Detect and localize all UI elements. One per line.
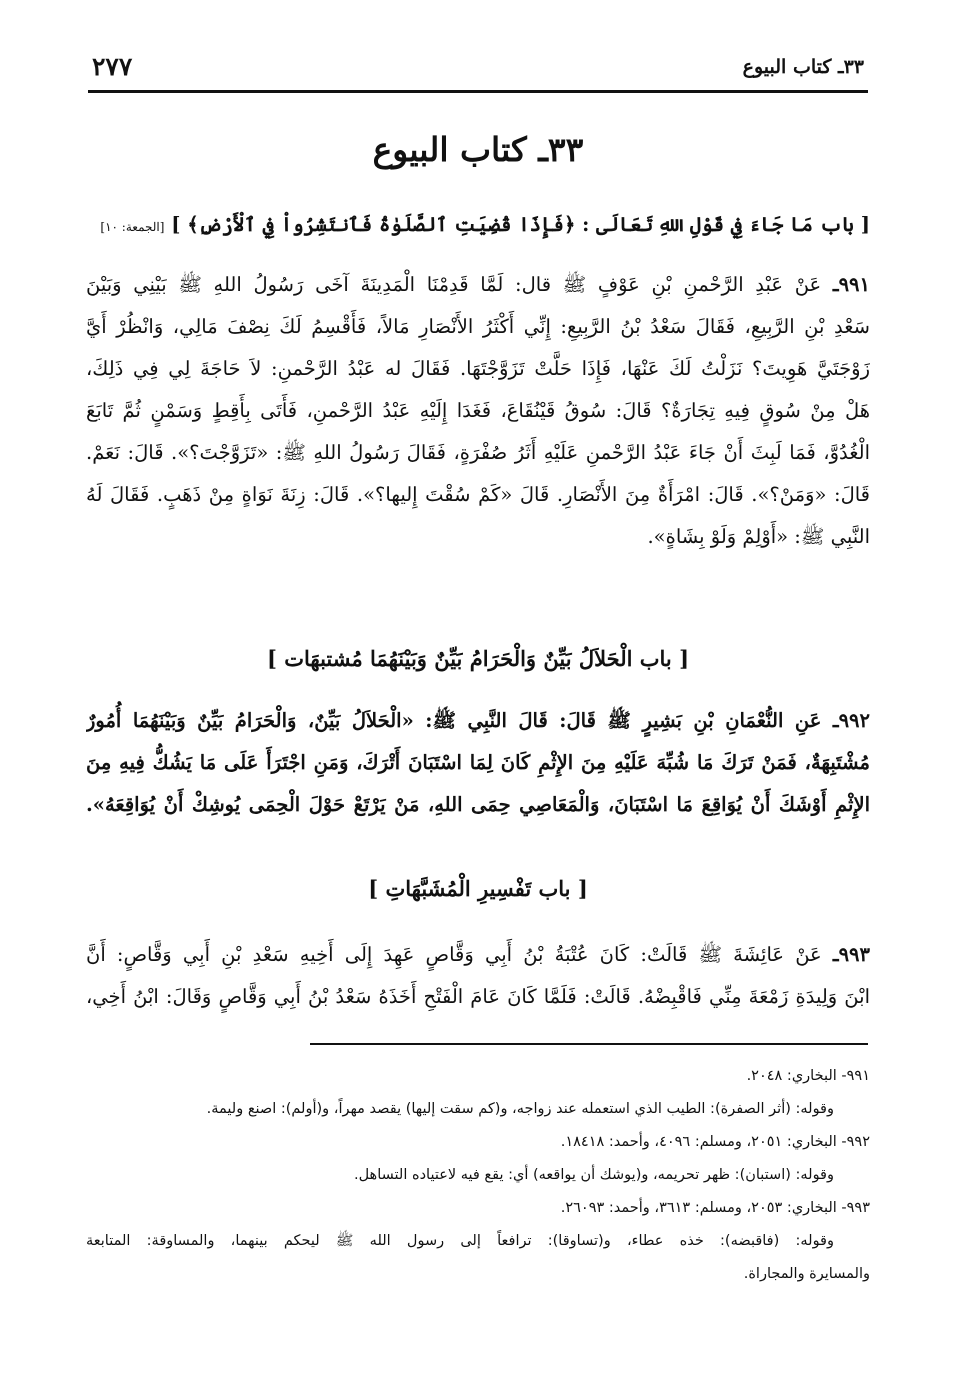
running-head-chapter: ٣٣ـ كتاب البيوع [742, 56, 864, 78]
hadith-992-line: الإِثْمِ أَوْشَكَ أَنْ يُوَاقِعَ مَا اسْتَبَانَ، وَالْمَعَاصِي حِمَى اللهِ، مَنْ يَرْتَعْ حَوْلَ الْحِمَى يُوشِكْ أَنْ يُوَاقِعَهُ». [86, 793, 870, 816]
hadith-991-line [86, 264, 870, 306]
footnote-rule [310, 1043, 868, 1045]
bab-heading-1-text: [ باب مَا جَاءَ فِي قَوْلِ اللهِ تَعَالَى : ﴿فَإِذَا قُضِيَتِ ٱلصَّلَوٰةُ فَٱنتَشِرُواْ فِي ٱلْأَرْضِ﴾ ] [171, 213, 870, 236]
footnote-source: ٩٩١- البخاري: ٢٠٤٨. [746, 1068, 870, 1084]
hadith-993 [86, 934, 870, 1018]
hadith-number: ٩٩٢ـ [832, 709, 870, 732]
quran-reference: [الجمعة: ١٠] [100, 220, 165, 234]
hadith-991-line: زَوْجَتَيَّ هَوِيتَ؟ نَزَلْتُ لَكَ عَنْهَا، فَإِذَا حَلَّتْ تَزَوَّجْتَهَا. فَقَالَ له عَبْدُ الرَّحْمنِ: لاَ حَاجَةَ لِي فِي ذَلِكَ، [86, 357, 870, 380]
header-rule [88, 90, 868, 93]
hadith-number: ٩٩٣ـ [832, 943, 870, 966]
hadith-text: عَنِ النُّعْمَانِ بْنِ بَشِيرٍ ﷺ قَالَ: قَالَ النَّبِي ﷺ: «الْحَلاَلُ بَيِّنٌ، وَالْحَرَامُ بَيِّنٌ وَبَيْنَهُمَا أُمُورٌ [86, 709, 822, 732]
footnotes [86, 1060, 870, 1291]
bab-heading-3: [ باب تَفْسِيرِ الْمُشَبَّهَاتِ ] [368, 876, 588, 901]
page-number: ٢٧٧ [92, 52, 133, 81]
hadith-992-line [86, 700, 870, 742]
hadith-991-line: قَالَ: «وَمَنْ؟». قَالَ: امْرَأَةٌ مِنَ الأَنْصَارِ. قَالَ «كَمْ سُقْتَ إِليها؟». قَالَ: زِنَةَ نَوَاةٍ مِنْ ذَهَبٍ. فَقَالَ لَهُ [86, 483, 870, 506]
hadith-991-line: هَلْ مِنْ سُوقٍ فِيهِ تِجَارَةٌ؟ قَالَ: سُوقُ قَيْنُقَاعَ، فَغَدَا إِلَيْهِ عَبْدُ الرَّحْمنِ، فَأَتَى بِأَقِطٍ وَسَمْنٍ ثُمَّ تَابَعَ [86, 399, 870, 422]
footnote-gloss: وقوله: (أثر الصفرة): الطيب الذي استعمله عند زواجه، و(كم سقت إليها) يقصد مهراً، و(أولم): اصنع وليمة. [206, 1101, 834, 1117]
footnote-source: ٩٩٣- البخاري: ٢٠٥٣، ومسلم: ٣٦١٣، وأحمد: ٢٦٠٩٣. [560, 1200, 870, 1216]
hadith-992 [86, 700, 870, 826]
hadith-992-line: مُشْتَبِهَةٌ، فَمَنْ تَرَكَ مَا شُبِّهَ عَلَيْهِ مِنَ الإِثْمِ كَانَ لِمَا اسْتَبَانَ أَتْرَكَ، وَمَنِ اجْتَرَأَ عَلَى مَا يَشُكُّ فِيهِ مِنَ [86, 751, 870, 774]
bab-heading-1 [86, 213, 870, 236]
hadith-text: عَنْ عَائِشَةَ ﷺ قَالَتْ: كَانَ عُتْبَةُ بْنُ أَبِي وَقَّاصٍ عَهِدَ إِلَى أَخِيهِ سَعْدِ بْنِ أَبِي وَقَّاصٍ: أَنَّ [86, 943, 822, 966]
hadith-993-line [86, 934, 870, 976]
bab-heading-2: [ باب الْحَلاَلُ بَيِّنٌ وَالْحَرَامُ بَيِّنٌ وَبَيْنَهُمَا مُشتبهَات ] [266, 646, 690, 671]
footnote-gloss: وقوله: (استبان): ظهر تحريمه، و(يوشك أن يواقعه) أي: يقع فيه لاعتياده التساهل. [353, 1167, 834, 1183]
hadith-991 [86, 264, 870, 558]
hadith-991-line: الْغُدُوَّ، فَمَا لَبِثَ أَنْ جَاءَ عَبْدُ الرَّحْمنِ عَلَيْهِ أَثَرُ صُفْرَةٍ، فَقَالَ رَسُولُ اللهِ ﷺ: «تَزَوَّجْتَ؟». قَالَ: نَعَمْ. [86, 441, 870, 464]
running-head [88, 50, 868, 86]
hadith-991-line: النَّبِي ﷺ: «أَوْلِمْ وَلَوْ بِشَاةٍ». [647, 525, 870, 548]
hadith-993-line: ابْنَ وَلِيدَةِ زَمْعَةَ مِنِّي فَاقْبِضْهُ. قَالَتْ: فَلَمَّا كَانَ عَامَ الْفَتْحِ أَخَذَهُ سَعْدُ بْنُ أَبِي وَقَّاصٍ وَقَالَ: ابْنُ أَخِي، [86, 985, 870, 1008]
hadith-number: ٩٩١ـ [832, 273, 870, 296]
footnote-source: ٩٩٢- البخاري: ٢٠٥١، ومسلم: ٤٠٩٦، وأحمد: ١٨٤١٨. [560, 1134, 870, 1150]
hadith-text: عَنْ عَبْدِ الرَّحْمنِ بْنِ عَوْفٍ ﷺ قال: لَمَّا قَدِمْنَا الْمَدِينَةَ آخَى رَسُولُ اللهِ ﷺ بَيْنِي وَبَيْنَ [86, 273, 822, 296]
footnote-gloss: وقوله: (فاقبضه): خذه عطاء، و(تساوقا): ترافعاً إلى رسول الله ﷺ ليحكم بينهما، والمساوقة: المتابعة [86, 1233, 834, 1249]
footnote-gloss-continued: والمسايرة والمجاراة. [743, 1266, 870, 1282]
hadith-991-line: سَعْدِ بْنِ الرَّبِيعِ، فَقَالَ سَعْدُ بْنُ الرَّبِيعِ: إِنِّي أَكْثَرُ الأَنْصَارِ مَالاً، فَأَقْسِمُ لَكَ نِصْفَ مَالِي، وَانْظُرْ أَيَّ [86, 315, 870, 338]
chapter-title: ٣٣ـ كتاب البيوع [372, 130, 584, 169]
